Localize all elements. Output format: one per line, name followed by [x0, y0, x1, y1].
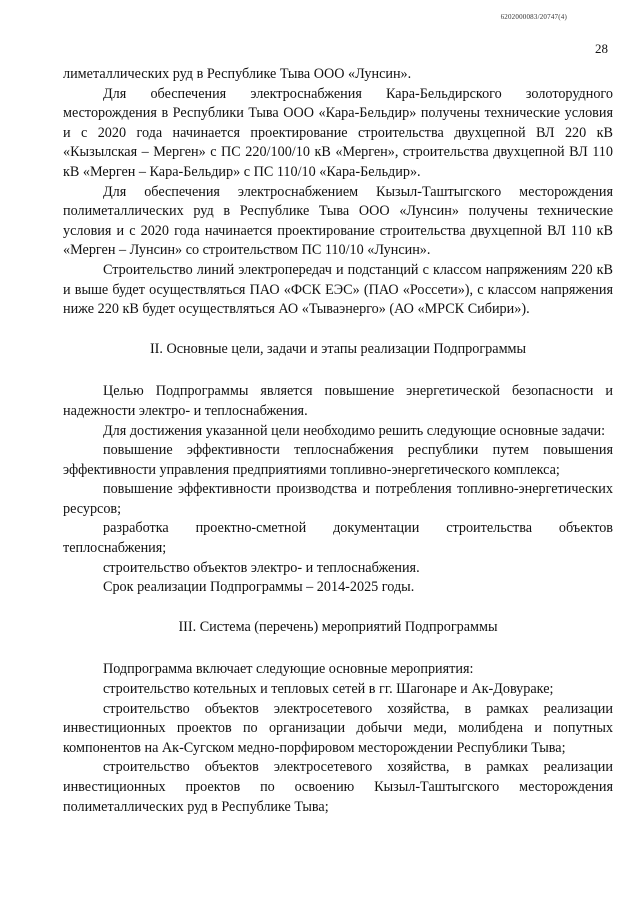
page-number: 28 [595, 41, 608, 56]
list-item: разработка проектно-сметной документации строительства объектов теплоснабжения; [63, 520, 613, 557]
paragraph: Для обеспечения электроснабжением Кызыл-Таштыгского месторождения полиметаллических руд в Республике Тыва ООО «Лунсин» получены технические условия и с 2020 года начинается проектирование строительства двухцепной ВЛ 110 кВ «Мерген – Лунсин» со строительством ПС 110/10 «Лунсин». [63, 183, 613, 259]
paragraph: Целью Подпрограммы является повышение энергетической безопасности и надежности электро- и теплоснабжения. [63, 383, 613, 419]
section-heading: II. Основные цели, задачи и этапы реализации Подпрограммы [149, 340, 527, 357]
list-item: строительство объектов электросетевого хозяйства, в рамках реализации инвестиционных проектов по освоению Кызыл-Таштыгского месторождения полиметаллических руд в Республике Тыва; [63, 759, 613, 815]
paragraph-continuation: лиметаллических руд в Республике Тыва ООО «Лунсин». [63, 66, 412, 82]
list-item: строительство объектов электросетевого хозяйства, в рамках реализации инвестиционных проектов по организации добычи меди, молибдена и попутных компонентов на Ак-Сугском медно-порфировом месторождении Республики Тыва; [63, 700, 613, 756]
section-heading: III. Система (перечень) мероприятий Подпрограммы [178, 618, 498, 635]
list-item: повышение эффективности производства и потребления топливно-энергетических ресурсов; [63, 481, 613, 517]
list-item: повышение эффективности теплоснабжения республики путем повышения эффективности управления предприятиями топливно-энергетического комплекса; [63, 442, 613, 478]
paragraph: Срок реализации Подпрограммы – 2014-2025 годы. [103, 579, 415, 596]
list-item: строительство котельных и тепловых сетей в гг. Шагонаре и Ак-Довураке; [103, 681, 554, 698]
list-item: строительство объектов электро- и теплоснабжения. [103, 559, 420, 576]
paragraph: Для обеспечения электроснабжения Кара-Бельдирского золоторудного месторождения в Республики Тыва ООО «Кара-Бельдир» получены технические условия и с 2020 года начинается проектирование строительства двухцепной ВЛ 220 кВ «Кызылская – Мерген» с ПС 220/100/10 кВ «Мерген», строительства двухцепной ВЛ 110 кВ «Мерген – Кара-Бельдир» с ПС 110/10 «Кара-Бельдир». [63, 85, 613, 180]
paragraph: Для достижения указанной цели необходимо решить следующие основные задачи: [103, 422, 606, 439]
paragraph: Строительство линий электропередач и подстанций с классом напряжениям 220 кВ и выше будет осуществляться ПАО «ФСК ЕЭС» (ПАО «Россети»), с классом напряжения ниже 220 кВ будет осуществляться АО «Тываэнерго» (АО «МРСК Сибири»). [63, 261, 613, 318]
document-body [63, 65, 613, 817]
document-number: 6202000083/20747(4) [500, 13, 567, 21]
paragraph: Подпрограмма включает следующие основные мероприятия: [103, 661, 474, 678]
